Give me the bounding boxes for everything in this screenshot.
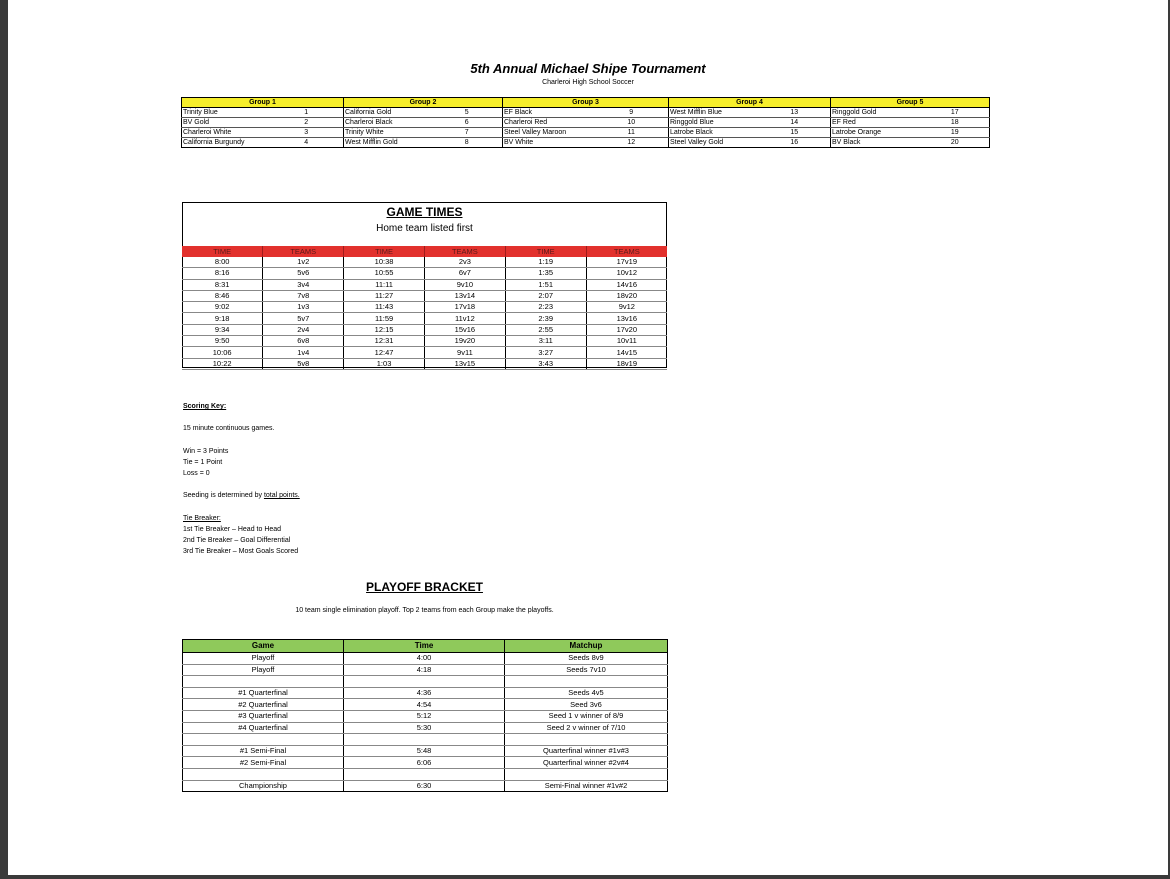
- playoff-row: [183, 653, 668, 665]
- game-times-row: [182, 324, 667, 335]
- team-number: 7: [432, 128, 503, 138]
- time-cell: 5:30: [344, 722, 505, 734]
- game-time-cell: 10:22: [182, 358, 263, 369]
- time-cell: [344, 768, 505, 780]
- group-header: Group 3: [503, 98, 669, 108]
- game-times-row: [182, 358, 667, 369]
- game-time-cell: 1:35: [505, 268, 586, 279]
- game-time-cell: 11:43: [344, 302, 425, 313]
- playoff-row: [183, 699, 668, 711]
- matchup-cell: 17v18: [424, 302, 505, 313]
- scoring-loss-text: Loss = 0: [183, 470, 210, 477]
- page-title: 5th Annual Michael Shipe Tournament: [470, 61, 706, 76]
- playoff-row: [183, 710, 668, 722]
- matchup-cell: 17v20: [586, 324, 667, 335]
- team-name: West Mifflin Blue: [669, 108, 759, 118]
- game-cell: #1 Semi-Final: [183, 745, 344, 757]
- team-name: West Mifflin Gold: [344, 138, 432, 148]
- team-name: BV Gold: [182, 118, 270, 128]
- team-name: Steel Valley Maroon: [503, 128, 595, 138]
- matchup-cell: 5v7: [263, 313, 344, 324]
- column-header: TEAMS: [263, 246, 344, 257]
- playoff-header-row: [183, 640, 668, 653]
- game-time-cell: 8:46: [182, 290, 263, 301]
- column-header: Game: [183, 640, 344, 653]
- groups-header-row: [182, 98, 990, 108]
- matchup-cell: 1v4: [263, 347, 344, 358]
- team-name: Charleroi Black: [344, 118, 432, 128]
- column-header: TIME: [182, 246, 263, 257]
- groups-row: [182, 128, 990, 138]
- matchup-cell: Quarterfinal winner #2v#4: [505, 757, 668, 769]
- game-cell: [183, 676, 344, 688]
- team-name: Latrobe Orange: [831, 128, 921, 138]
- game-time-cell: 12:31: [344, 336, 425, 347]
- playoff-row: [183, 734, 668, 746]
- team-number: 1: [270, 108, 344, 118]
- team-name: California Gold: [344, 108, 432, 118]
- groups-row: [182, 138, 990, 148]
- game-time-cell: 2:07: [505, 290, 586, 301]
- game-times-title: GAME TIMES: [386, 205, 463, 219]
- game-times-table: [182, 246, 667, 370]
- game-time-cell: 10:38: [344, 257, 425, 268]
- matchup-cell: Seed 2 v winner of 7/10: [505, 722, 668, 734]
- team-number: 19: [921, 128, 990, 138]
- matchup-cell: 10v12: [586, 268, 667, 279]
- team-number: 16: [759, 138, 831, 148]
- matchup-cell: 5v6: [263, 268, 344, 279]
- team-name: Ringgold Gold: [831, 108, 921, 118]
- team-number: 4: [270, 138, 344, 148]
- game-cell: Playoff: [183, 664, 344, 676]
- game-cell: #3 Quarterfinal: [183, 710, 344, 722]
- matchup-cell: 9v11: [424, 347, 505, 358]
- time-cell: 4:36: [344, 687, 505, 699]
- playoff-row: [183, 664, 668, 676]
- matchup-cell: 18v19: [586, 358, 667, 369]
- team-name: Trinity Blue: [182, 108, 270, 118]
- column-header: TEAMS: [586, 246, 667, 257]
- matchup-cell: 5v8: [263, 358, 344, 369]
- time-cell: 4:00: [344, 653, 505, 665]
- game-time-cell: 9:50: [182, 336, 263, 347]
- tie-breaker-2: 2nd Tie Breaker – Goal Differential: [183, 537, 291, 544]
- team-number: 12: [595, 138, 669, 148]
- tie-breaker-heading: Tie Breaker:: [183, 515, 221, 522]
- game-time-cell: 2:55: [505, 324, 586, 335]
- game-cell: Playoff: [183, 653, 344, 665]
- team-name: Charleroi Red: [503, 118, 595, 128]
- matchup-cell: 3v4: [263, 279, 344, 290]
- team-name: BV Black: [831, 138, 921, 148]
- matchup-cell: Seeds 8v9: [505, 653, 668, 665]
- matchup-cell: 9v12: [586, 302, 667, 313]
- game-time-cell: 1:19: [505, 257, 586, 268]
- game-time-cell: 8:31: [182, 279, 263, 290]
- document-page: [8, 0, 1168, 875]
- game-time-cell: 2:23: [505, 302, 586, 313]
- game-cell: Championship: [183, 780, 344, 792]
- team-number: 13: [759, 108, 831, 118]
- matchup-cell: 11v12: [424, 313, 505, 324]
- game-cell: [183, 734, 344, 746]
- seeding-prefix: Seeding is determined by: [183, 492, 264, 499]
- matchup-cell: Seed 1 v winner of 8/9: [505, 710, 668, 722]
- matchup-cell: Seed 3v6: [505, 699, 668, 711]
- playoff-bracket-title: PLAYOFF BRACKET: [366, 580, 483, 594]
- group-header: Group 5: [831, 98, 990, 108]
- matchup-cell: 9v10: [424, 279, 505, 290]
- game-time-cell: 12:47: [344, 347, 425, 358]
- game-time-cell: 2:39: [505, 313, 586, 324]
- time-cell: 5:48: [344, 745, 505, 757]
- game-cell: #1 Quarterfinal: [183, 687, 344, 699]
- game-time-cell: 12:15: [344, 324, 425, 335]
- matchup-cell: Quarterfinal winner #1v#3: [505, 745, 668, 757]
- time-cell: 4:18: [344, 664, 505, 676]
- matchup-cell: 19v20: [424, 336, 505, 347]
- team-number: 8: [432, 138, 503, 148]
- column-header: TEAMS: [424, 246, 505, 257]
- groups-row: [182, 118, 990, 128]
- team-number: 20: [921, 138, 990, 148]
- groups-table: [181, 97, 990, 148]
- group-header: Group 1: [182, 98, 344, 108]
- matchup-cell: Seeds 7v10: [505, 664, 668, 676]
- game-time-cell: 10:55: [344, 268, 425, 279]
- playoff-note: 10 team single elimination playoff. Top 2 teams from each Group make the playoffs.: [295, 607, 554, 614]
- time-cell: [344, 676, 505, 688]
- game-cell: #2 Quarterfinal: [183, 699, 344, 711]
- scoring-games-text: 15 minute continuous games.: [183, 425, 275, 432]
- team-number: 9: [595, 108, 669, 118]
- game-time-cell: 3:27: [505, 347, 586, 358]
- matchup-cell: 13v14: [424, 290, 505, 301]
- scoring-key-heading: Scoring Key:: [183, 403, 227, 410]
- game-time-cell: 1:03: [344, 358, 425, 369]
- team-number: 15: [759, 128, 831, 138]
- game-time-cell: 8:16: [182, 268, 263, 279]
- team-number: 6: [432, 118, 503, 128]
- game-time-cell: 8:00: [182, 257, 263, 268]
- game-times-row: [182, 290, 667, 301]
- playoff-row: [183, 768, 668, 780]
- team-name: California Burgundy: [182, 138, 270, 148]
- playoff-row: [183, 757, 668, 769]
- team-name: EF Red: [831, 118, 921, 128]
- team-number: 2: [270, 118, 344, 128]
- team-name: EF Black: [503, 108, 595, 118]
- game-time-cell: 3:11: [505, 336, 586, 347]
- playoff-row: [183, 676, 668, 688]
- page-subtitle: Charleroi High School Soccer: [542, 79, 634, 86]
- tie-breaker-3: 3rd Tie Breaker – Most Goals Scored: [183, 548, 299, 555]
- game-times-row: [182, 302, 667, 313]
- playoff-row: [183, 722, 668, 734]
- playoff-table: [182, 639, 668, 792]
- game-time-cell: 3:43: [505, 358, 586, 369]
- matchup-cell: 15v16: [424, 324, 505, 335]
- game-time-cell: 9:34: [182, 324, 263, 335]
- column-header: TIME: [344, 246, 425, 257]
- game-time-cell: 11:59: [344, 313, 425, 324]
- game-times-subtitle: Home team listed first: [376, 223, 473, 234]
- time-cell: 5:12: [344, 710, 505, 722]
- team-name: Steel Valley Gold: [669, 138, 759, 148]
- matchup-cell: 13v16: [586, 313, 667, 324]
- matchup-cell: [505, 734, 668, 746]
- team-name: Trinity White: [344, 128, 432, 138]
- game-cell: #2 Semi-Final: [183, 757, 344, 769]
- game-times-header-row: [182, 246, 667, 257]
- game-times-row: [182, 336, 667, 347]
- matchup-cell: 1v3: [263, 302, 344, 313]
- matchup-cell: Semi-Final winner #1v#2: [505, 780, 668, 792]
- tie-breaker-1: 1st Tie Breaker – Head to Head: [183, 526, 282, 533]
- team-name: Latrobe Black: [669, 128, 759, 138]
- team-number: 5: [432, 108, 503, 118]
- game-time-cell: 1:51: [505, 279, 586, 290]
- matchup-cell: [505, 768, 668, 780]
- matchup-cell: 18v20: [586, 290, 667, 301]
- game-time-cell: 10:06: [182, 347, 263, 358]
- matchup-cell: 13v15: [424, 358, 505, 369]
- matchup-cell: 17v19: [586, 257, 667, 268]
- team-number: 10: [595, 118, 669, 128]
- time-cell: [344, 734, 505, 746]
- matchup-cell: 1v2: [263, 257, 344, 268]
- game-times-row: [182, 313, 667, 324]
- game-cell: #4 Quarterfinal: [183, 722, 344, 734]
- team-number: 14: [759, 118, 831, 128]
- matchup-cell: 14v15: [586, 347, 667, 358]
- playoff-row: [183, 780, 668, 792]
- team-number: 17: [921, 108, 990, 118]
- playoff-row: [183, 687, 668, 699]
- team-number: 11: [595, 128, 669, 138]
- time-cell: 6:06: [344, 757, 505, 769]
- team-name: Charleroi White: [182, 128, 270, 138]
- column-header: Time: [344, 640, 505, 653]
- matchup-cell: 10v11: [586, 336, 667, 347]
- group-header: Group 4: [669, 98, 831, 108]
- column-header: TIME: [505, 246, 586, 257]
- matchup-cell: Seeds 4v5: [505, 687, 668, 699]
- team-number: 3: [270, 128, 344, 138]
- game-time-cell: 9:18: [182, 313, 263, 324]
- playoff-row: [183, 745, 668, 757]
- matchup-cell: 14v16: [586, 279, 667, 290]
- groups-row: [182, 108, 990, 118]
- team-name: Ringgold Blue: [669, 118, 759, 128]
- game-times-row: [182, 257, 667, 268]
- seeding-emphasis: total points.: [263, 492, 300, 499]
- scoring-win-text: Win = 3 Points: [183, 448, 229, 455]
- game-time-cell: 9:02: [182, 302, 263, 313]
- game-times-row: [182, 268, 667, 279]
- matchup-cell: [505, 676, 668, 688]
- team-number: 18: [921, 118, 990, 128]
- game-cell: [183, 768, 344, 780]
- column-header: Matchup: [505, 640, 668, 653]
- game-time-cell: 11:11: [344, 279, 425, 290]
- matchup-cell: 6v8: [263, 336, 344, 347]
- matchup-cell: 6v7: [424, 268, 505, 279]
- matchup-cell: 7v8: [263, 290, 344, 301]
- game-time-cell: 11:27: [344, 290, 425, 301]
- seeding-text: [183, 490, 300, 501]
- team-name: BV White: [503, 138, 595, 148]
- time-cell: 4:54: [344, 699, 505, 711]
- game-times-row: [182, 347, 667, 358]
- matchup-cell: 2v4: [263, 324, 344, 335]
- scoring-tie-text: Tie = 1 Point: [183, 459, 223, 466]
- time-cell: 6:30: [344, 780, 505, 792]
- group-header: Group 2: [344, 98, 503, 108]
- game-times-row: [182, 279, 667, 290]
- matchup-cell: 2v3: [424, 257, 505, 268]
